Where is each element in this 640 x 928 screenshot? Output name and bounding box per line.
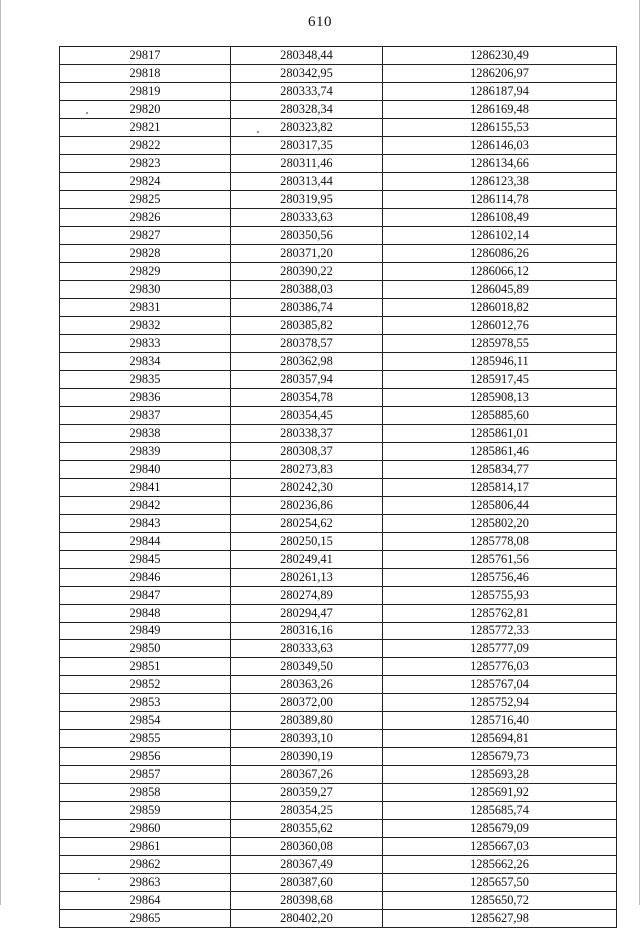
point-number-cell: 29817 [60,47,231,65]
y-coordinate-cell: 1285685,74 [383,802,617,820]
point-number-cell: 29839 [60,442,231,460]
x-coordinate-cell: 280363,26 [231,676,383,694]
y-coordinate-cell: 1285772,33 [383,622,617,640]
point-number-cell: 29861 [60,838,231,856]
x-coordinate-cell: 280348,44 [231,47,383,65]
x-coordinate-cell: 280342,95 [231,64,383,82]
point-number-cell: 29835 [60,370,231,388]
point-number-cell: 29847 [60,586,231,604]
x-coordinate-cell: 280362,98 [231,352,383,370]
table-row [60,47,617,65]
point-number-cell: 29853 [60,694,231,712]
x-coordinate-cell: 280402,20 [231,910,383,928]
x-coordinate-cell: 280274,89 [231,586,383,604]
x-coordinate-cell: 280398,68 [231,892,383,910]
point-number-cell: 29819 [60,82,231,100]
table-row [60,118,617,136]
point-number-cell: 29827 [60,226,231,244]
coordinates-table [59,46,617,928]
point-number-cell: 29825 [60,190,231,208]
x-coordinate-cell: 280378,57 [231,334,383,352]
y-coordinate-cell: 1285861,46 [383,442,617,460]
x-coordinate-cell: 280294,47 [231,604,383,622]
y-coordinate-cell: 1285778,08 [383,532,617,550]
point-number-cell: 29828 [60,244,231,262]
x-coordinate-cell: 280261,13 [231,568,383,586]
y-coordinate-cell: 1286230,49 [383,47,617,65]
x-coordinate-cell: 280350,56 [231,226,383,244]
table-row [60,658,617,676]
x-coordinate-cell: 280372,00 [231,694,383,712]
y-coordinate-cell: 1285693,28 [383,766,617,784]
point-number-cell: 29826 [60,208,231,226]
point-number-cell: 29838 [60,424,231,442]
y-coordinate-cell: 1286012,76 [383,316,617,334]
table-row [60,586,617,604]
y-coordinate-cell: 1286108,49 [383,208,617,226]
table-body [60,47,617,928]
point-number-cell: 29856 [60,748,231,766]
point-number-cell: 29863 [60,874,231,892]
table-row [60,874,617,892]
point-number-cell: 29821 [60,118,231,136]
y-coordinate-cell: 1285802,20 [383,514,617,532]
table-row [60,856,617,874]
table-row [60,244,617,262]
x-coordinate-cell: 280371,20 [231,244,383,262]
point-number-cell: 29850 [60,640,231,658]
y-coordinate-cell: 1285776,03 [383,658,617,676]
x-coordinate-cell: 280323,82 [231,118,383,136]
point-number-cell: 29823 [60,154,231,172]
point-number-cell: 29855 [60,730,231,748]
x-coordinate-cell: 280367,49 [231,856,383,874]
y-coordinate-cell: 1286134,66 [383,154,617,172]
x-coordinate-cell: 280333,63 [231,208,383,226]
point-number-cell: 29862 [60,856,231,874]
point-number-cell: 29832 [60,316,231,334]
x-coordinate-cell: 280316,16 [231,622,383,640]
point-number-cell: 29852 [60,676,231,694]
point-number-cell: 29824 [60,172,231,190]
x-coordinate-cell: 280254,62 [231,514,383,532]
y-coordinate-cell: 1285767,04 [383,676,617,694]
y-coordinate-cell: 1285667,03 [383,838,617,856]
table-row [60,424,617,442]
table-row [60,730,617,748]
point-number-cell: 29840 [60,460,231,478]
x-coordinate-cell: 280357,94 [231,370,383,388]
table-row [60,460,617,478]
point-number-cell: 29818 [60,64,231,82]
point-number-cell: 29851 [60,658,231,676]
point-number-cell: 29865 [60,910,231,928]
table-row [60,316,617,334]
point-number-cell: 29858 [60,784,231,802]
y-coordinate-cell: 1285694,81 [383,730,617,748]
table-row [60,676,617,694]
y-coordinate-cell: 1285834,77 [383,460,617,478]
table-row [60,640,617,658]
table-row [60,442,617,460]
table-row [60,748,617,766]
point-number-cell: 29846 [60,568,231,586]
x-coordinate-cell: 280328,34 [231,100,383,118]
scan-edge-line [0,0,1,905]
table-row [60,406,617,424]
table-row [60,370,617,388]
point-number-cell: 29857 [60,766,231,784]
table-row [60,334,617,352]
table-row [60,82,617,100]
point-number-cell: 29859 [60,802,231,820]
scan-speck [98,878,100,880]
table-row [60,532,617,550]
x-coordinate-cell: 280359,27 [231,784,383,802]
table-row [60,766,617,784]
table-row [60,154,617,172]
x-coordinate-cell: 280333,63 [231,640,383,658]
x-coordinate-cell: 280354,78 [231,388,383,406]
y-coordinate-cell: 1285946,11 [383,352,617,370]
scan-speck [257,131,259,133]
y-coordinate-cell: 1285917,45 [383,370,617,388]
table-row [60,550,617,568]
x-coordinate-cell: 280355,62 [231,820,383,838]
x-coordinate-cell: 280308,37 [231,442,383,460]
x-coordinate-cell: 280393,10 [231,730,383,748]
y-coordinate-cell: 1285691,92 [383,784,617,802]
y-coordinate-cell: 1286206,97 [383,64,617,82]
y-coordinate-cell: 1285861,01 [383,424,617,442]
table-row [60,712,617,730]
table-row [60,352,617,370]
table-row [60,820,617,838]
x-coordinate-cell: 280349,50 [231,658,383,676]
y-coordinate-cell: 1286123,38 [383,172,617,190]
y-coordinate-cell: 1285752,94 [383,694,617,712]
x-coordinate-cell: 280319,95 [231,190,383,208]
table-row [60,298,617,316]
y-coordinate-cell: 1285756,46 [383,568,617,586]
x-coordinate-cell: 280354,25 [231,802,383,820]
point-number-cell: 29837 [60,406,231,424]
point-number-cell: 29849 [60,622,231,640]
y-coordinate-cell: 1285814,17 [383,478,617,496]
y-coordinate-cell: 1285885,60 [383,406,617,424]
x-coordinate-cell: 280390,19 [231,748,383,766]
table-row [60,694,617,712]
x-coordinate-cell: 280236,86 [231,496,383,514]
table-row [60,226,617,244]
page-number: 610 [308,14,332,30]
table-row [60,622,617,640]
x-coordinate-cell: 280389,80 [231,712,383,730]
table-row [60,892,617,910]
table-row [60,568,617,586]
point-number-cell: 29842 [60,496,231,514]
point-number-cell: 29860 [60,820,231,838]
point-number-cell: 29829 [60,262,231,280]
table-row [60,136,617,154]
x-coordinate-cell: 280387,60 [231,874,383,892]
y-coordinate-cell: 1286155,53 [383,118,617,136]
y-coordinate-cell: 1285716,40 [383,712,617,730]
y-coordinate-cell: 1285978,55 [383,334,617,352]
table-row [60,802,617,820]
point-number-cell: 29841 [60,478,231,496]
point-number-cell: 29864 [60,892,231,910]
table-row [60,388,617,406]
y-coordinate-cell: 1286114,78 [383,190,617,208]
y-coordinate-cell: 1285657,50 [383,874,617,892]
table-row [60,784,617,802]
point-number-cell: 29844 [60,532,231,550]
y-coordinate-cell: 1285762,81 [383,604,617,622]
table-row [60,190,617,208]
table-row [60,64,617,82]
y-coordinate-cell: 1285679,09 [383,820,617,838]
table-row [60,478,617,496]
point-number-cell: 29822 [60,136,231,154]
coordinates-table-container [59,46,616,928]
point-number-cell: 29854 [60,712,231,730]
x-coordinate-cell: 280311,46 [231,154,383,172]
y-coordinate-cell: 1285650,72 [383,892,617,910]
table-row [60,100,617,118]
table-row [60,604,617,622]
table-row [60,172,617,190]
x-coordinate-cell: 280354,45 [231,406,383,424]
x-coordinate-cell: 280313,44 [231,172,383,190]
x-coordinate-cell: 280273,83 [231,460,383,478]
x-coordinate-cell: 280386,74 [231,298,383,316]
y-coordinate-cell: 1285761,56 [383,550,617,568]
point-number-cell: 29848 [60,604,231,622]
y-coordinate-cell: 1285627,98 [383,910,617,928]
x-coordinate-cell: 280360,08 [231,838,383,856]
x-coordinate-cell: 280317,35 [231,136,383,154]
point-number-cell: 29845 [60,550,231,568]
x-coordinate-cell: 280390,22 [231,262,383,280]
table-row [60,838,617,856]
y-coordinate-cell: 1285806,44 [383,496,617,514]
point-number-cell: 29830 [60,280,231,298]
point-number-cell: 29831 [60,298,231,316]
point-number-cell: 29843 [60,514,231,532]
y-coordinate-cell: 1286102,14 [383,226,617,244]
point-number-cell: 29836 [60,388,231,406]
y-coordinate-cell: 1286187,94 [383,82,617,100]
table-row [60,208,617,226]
point-number-cell: 29833 [60,334,231,352]
x-coordinate-cell: 280388,03 [231,280,383,298]
x-coordinate-cell: 280338,37 [231,424,383,442]
table-row [60,280,617,298]
table-row [60,910,617,928]
scan-speck [86,112,88,114]
y-coordinate-cell: 1285679,73 [383,748,617,766]
x-coordinate-cell: 280242,30 [231,478,383,496]
y-coordinate-cell: 1285755,93 [383,586,617,604]
x-coordinate-cell: 280250,15 [231,532,383,550]
y-coordinate-cell: 1285908,13 [383,388,617,406]
table-row [60,262,617,280]
y-coordinate-cell: 1286018,82 [383,298,617,316]
y-coordinate-cell: 1285662,26 [383,856,617,874]
x-coordinate-cell: 280367,26 [231,766,383,784]
table-row [60,514,617,532]
y-coordinate-cell: 1286169,48 [383,100,617,118]
y-coordinate-cell: 1286066,12 [383,262,617,280]
table-row [60,496,617,514]
y-coordinate-cell: 1286086,26 [383,244,617,262]
y-coordinate-cell: 1286045,89 [383,280,617,298]
point-number-cell: 29834 [60,352,231,370]
y-coordinate-cell: 1285777,09 [383,640,617,658]
point-number-cell: 29820 [60,100,231,118]
x-coordinate-cell: 280333,74 [231,82,383,100]
y-coordinate-cell: 1286146,03 [383,136,617,154]
x-coordinate-cell: 280385,82 [231,316,383,334]
x-coordinate-cell: 280249,41 [231,550,383,568]
